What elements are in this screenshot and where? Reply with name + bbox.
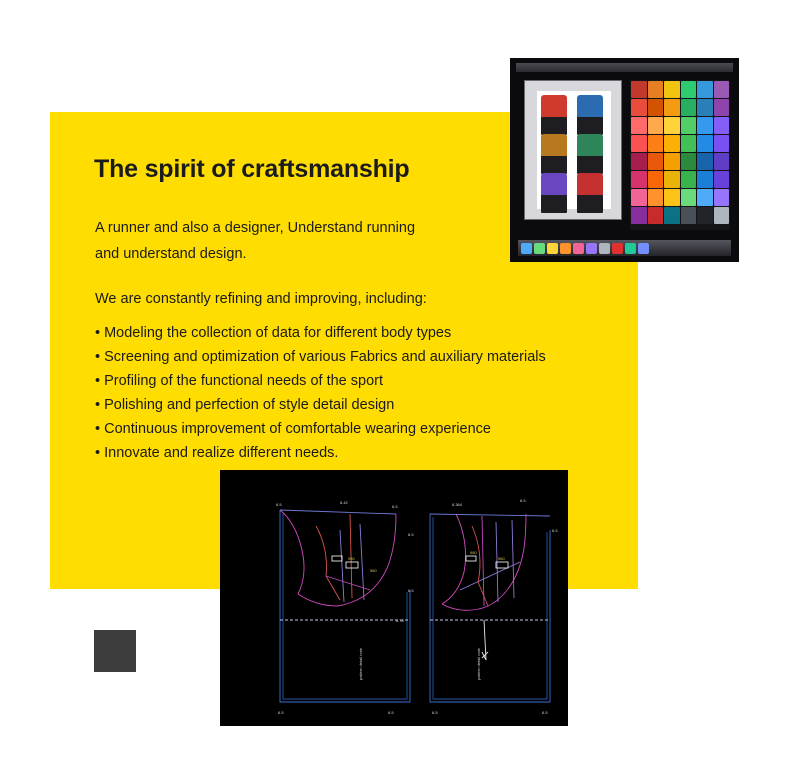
color-swatch [697,153,713,170]
color-swatch [631,99,647,116]
svg-text:6.5: 6.5 [542,710,548,715]
color-swatch [648,135,664,152]
color-swatch [648,189,664,206]
dock-icon [625,243,636,254]
dock-icon [586,243,597,254]
color-swatch [648,117,664,134]
color-swatch [714,135,730,152]
lead-line: We are constantly refining and improving, including: [95,291,427,307]
garment-thumbnail [541,134,567,174]
color-swatch [664,135,680,152]
swatch-grid [630,80,730,230]
dock-icon [560,243,571,254]
garment-thumbnail [577,134,603,174]
color-swatch [648,99,664,116]
color-swatch [631,153,647,170]
svg-text:6.5: 6.5 [520,498,526,503]
svg-text:6.5: 6.5 [276,502,282,507]
color-swatch [648,171,664,188]
color-swatch [714,99,730,116]
color-swatch [648,207,664,224]
bullet-item: • Screening and optimization of various Fabrics and auxiliary materials [95,349,546,365]
bullet-item: • Profiling of the functional needs of the sport [95,373,384,389]
color-swatch [631,171,647,188]
svg-text:980: 980 [348,556,355,561]
bullet-item: • Modeling the collection of data for different body types [95,325,452,341]
garment-thumbnail [541,173,567,213]
dock-icon [547,243,558,254]
color-swatch [697,117,713,134]
dock-icon [599,243,610,254]
color-swatch [714,117,730,134]
color-swatch [681,171,697,188]
color-swatch [681,117,697,134]
color-swatch [648,81,664,98]
dock-icon [534,243,545,254]
color-swatch [664,117,680,134]
color-swatch [681,99,697,116]
intro-line: and understand design. [95,246,247,262]
dock-icon [612,243,623,254]
color-swatch [664,153,680,170]
color-swatch [631,189,647,206]
color-swatch [714,171,730,188]
color-swatch [664,189,680,206]
app-canvas [524,80,622,220]
color-swatch [714,207,730,224]
color-swatch [697,171,713,188]
cad-vector [220,470,568,726]
color-swatch [697,189,713,206]
color-swatch [681,189,697,206]
bullet-item: • Continuous improvement of comfortable wearing experience [95,421,491,437]
app-dock [518,240,731,256]
color-swatch [697,207,713,224]
color-swatch [631,117,647,134]
dock-icon [573,243,584,254]
svg-text:6.5: 6.5 [278,710,284,715]
garment-thumbnail [577,173,603,213]
intro-paragraph [95,215,575,267]
color-swatch [681,207,697,224]
svg-text:980: 980 [370,568,377,573]
color-swatch [681,153,697,170]
color-swatch [714,81,730,98]
accent-square [94,630,136,672]
color-swatch [697,135,713,152]
color-swatch [714,189,730,206]
color-swatch [664,207,680,224]
color-swatch [681,135,697,152]
color-swatch [714,153,730,170]
body-text [95,287,625,465]
color-swatch [681,81,697,98]
color-swatch [631,207,647,224]
svg-text:6.5: 6.5 [408,532,414,537]
svg-text:6.78: 6.78 [396,618,404,623]
app-titlebar [516,63,733,72]
garment-thumbnail [541,95,567,135]
intro-line: A runner and also a designer, Understand running [95,220,416,236]
dock-icon [638,243,649,254]
svg-text:6.364: 6.364 [452,502,463,507]
pattern-cad-drawing [220,470,568,726]
garment-thumbnail [577,95,603,135]
color-swatch [697,81,713,98]
svg-text:980: 980 [498,556,505,561]
svg-text:6.5: 6.5 [392,504,398,509]
svg-text:pattern detail note: pattern detail note [476,647,481,680]
svg-text:6.5: 6.5 [408,588,414,593]
color-swatch [664,99,680,116]
color-swatch [664,81,680,98]
svg-text:6.5: 6.5 [552,528,558,533]
page-title: The spirit of craftsmanship [94,155,410,183]
dock-icon [521,243,532,254]
canvas-artboard [537,91,611,209]
color-swatch [631,81,647,98]
color-swatch [648,153,664,170]
color-swatch [664,171,680,188]
design-software-screenshot [510,58,739,262]
bullet-item: • Innovate and realize different needs. [95,445,339,461]
svg-text:6.5: 6.5 [432,710,438,715]
svg-text:pattern detail note: pattern detail note [358,647,363,680]
svg-text:6.42: 6.42 [340,500,348,505]
color-swatch [631,135,647,152]
svg-text:980: 980 [470,550,477,555]
color-swatch [697,99,713,116]
svg-text:6.5: 6.5 [388,710,394,715]
bullet-item: • Polishing and perfection of style detail design [95,397,395,413]
